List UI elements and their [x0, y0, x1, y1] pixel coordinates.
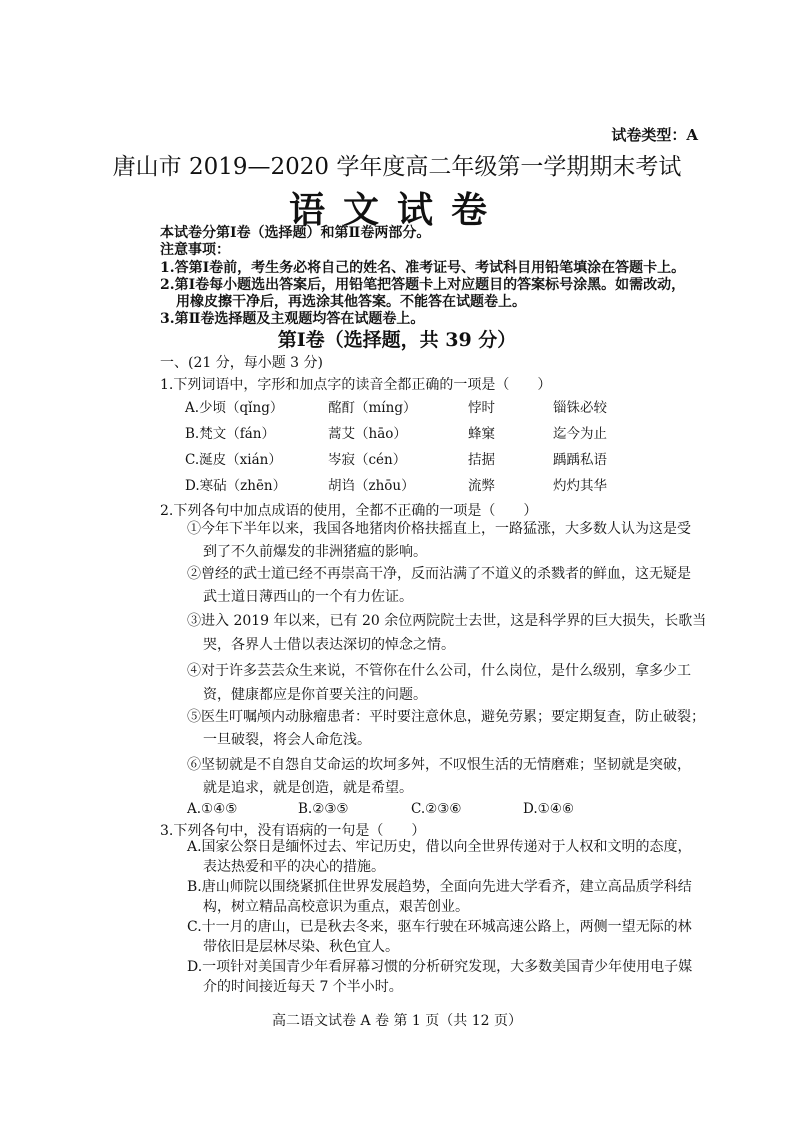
- q1-option-d-word1: D.寒砧（zhēn）: [185, 478, 287, 494]
- question-3-stem: 3.下列各句中，没有语病的一句是（ ）: [160, 823, 426, 839]
- q1-option-c-word2: 岑寂（cén）: [328, 452, 407, 468]
- q3-option-line: 介的时间接近每天 7 个半小时。: [203, 979, 403, 995]
- instructions-heading: 注意事项：: [160, 242, 230, 258]
- question-1-stem: 1.下列词语中，字形和加点字的读音全都正确的一项是（ ）: [160, 377, 552, 393]
- q1-option-c-word1: C.涎皮（xián）: [185, 452, 282, 468]
- q1-option-d-word3: 流弊: [468, 478, 495, 494]
- q1-option-c-word3: 拮据: [468, 452, 495, 468]
- q1-option-d-word4: 灼灼其华: [553, 478, 607, 494]
- q1-option-a-word2: 酩酊（míng）: [328, 400, 417, 416]
- q2-sentence-line: ⑤医生叮嘱颅内动脉瘤患者：平时要注意休息，避免劳累；要定期复查，防止破裂；: [187, 709, 705, 725]
- q2-sentence-line: ⑥坚韧就是不自怨自艾命运的坎坷多舛，不叹恨生活的无情磨难；坚韧就是突破，: [187, 757, 691, 773]
- q1-option-a-word4: 锱铢必较: [553, 400, 607, 416]
- instruction-item: 1.答第Ⅰ卷前，考生务必将自己的姓名、准考证号、考试科目用铅笔填涂在答题卡上。: [160, 260, 686, 276]
- q2-sentence-line: 一旦破裂，将会人命危浅。: [203, 732, 371, 748]
- q2-sentence-line: ④对于许多芸芸众生来说，不管你在什么公司，什么岗位，是什么级别，拿多少工: [187, 663, 691, 679]
- q2-sentence-line: ①今年下半年以来，我国各地猪肉价格扶摇直上，一路猛涨，大多数人认为这是受: [187, 521, 691, 537]
- q2-option-a: A.①④⑤: [187, 801, 238, 817]
- q2-option-b: B.②③⑤: [298, 801, 349, 817]
- subject-title: 语文试卷: [288, 189, 505, 231]
- q1-option-b-word3: 蜂窠: [468, 426, 495, 442]
- q2-sentence-line: 到了不久前爆发的非洲猪瘟的影响。: [203, 544, 427, 560]
- q2-sentence-line: ②曾经的武士道已经不再崇高干净，反而沾满了不道义的杀戮者的鲜血，这无疑是: [187, 566, 691, 582]
- section-title: 第Ⅰ卷（选择题，共 39 分）: [277, 329, 517, 351]
- instruction-item: 2.第Ⅰ卷每小题选出答案后，用铅笔把答题卡上对应题目的答案标号涂黑。如需改动，: [160, 277, 686, 293]
- q2-sentence-line: 武士道日薄西山的一个有力佐证。: [203, 589, 413, 605]
- q2-option-c: C.②③⑥: [411, 801, 462, 817]
- q3-option-line: 带依旧是层林尽染、秋色宜人。: [203, 939, 399, 955]
- q1-option-b-word1: B.梵文（fán）: [185, 426, 275, 442]
- q2-sentence-line: 就是追求，就是创造，就是希望。: [203, 780, 413, 796]
- q1-option-d-word2: 胡诌（zhōu）: [328, 478, 415, 494]
- q1-option-b-word4: 迄今为止: [553, 426, 607, 442]
- instructions-intro: 本试卷分第Ⅰ卷（选择题）和第Ⅱ卷两部分。: [160, 225, 431, 241]
- page-footer: 高二语文试卷 A 卷 第 1 页（共 12 页）: [272, 1013, 522, 1029]
- question-2-stem: 2.下列各句中加点成语的使用，全都不正确的一项是（ ）: [160, 503, 538, 519]
- q3-option-line: D.一项针对美国青少年看屏幕习惯的分析研究发现，大多数美国青少年使用电子媒: [187, 959, 693, 975]
- q2-sentence-line: 哭，各界人士借以表达深切的悼念之情。: [203, 637, 455, 653]
- q2-sentence-line: 资，健康都应是你首要关注的问题。: [203, 687, 427, 703]
- part-heading: 一、(21 分，每小题 3 分): [160, 355, 323, 371]
- q2-option-d: D.①④⑥: [523, 801, 574, 817]
- q1-option-a-word3: 悖时: [468, 400, 495, 416]
- exam-title: 唐山市 2019—2020 学年度高二年级第一学期期末考试: [112, 154, 682, 180]
- q1-option-a-word1: A.少顷（qǐng）: [185, 400, 284, 416]
- q3-option-line: B.唐山师院以围绕紧抓住世界发展趋势，全面向先进大学看齐，建立高品质学科结: [187, 879, 692, 895]
- instruction-item: 3.第Ⅱ卷选择题及主观题均答在试题卷上。: [160, 311, 425, 327]
- instruction-item: 用橡皮擦干净后，再选涂其他答案。不能答在试题卷上。: [176, 294, 526, 310]
- q1-option-b-word2: 蒿艾（hāo）: [328, 426, 407, 442]
- q3-option-line: 表达热爱和平的决心的措施。: [203, 859, 385, 875]
- q1-option-c-word4: 踽踽私语: [553, 452, 607, 468]
- q3-option-line: A.国家公祭日是缅怀过去、牢记历史，借以向全世界传递对于人权和文明的态度，: [187, 839, 692, 855]
- q2-sentence-line: ③进入 2019 年以来，已有 20 余位两院院士去世，这是科学界的巨大损失，长歌当: [187, 613, 707, 629]
- q3-option-line: C.十一月的唐山，已是秋去冬来，驱车行驶在环城高速公路上，两侧一望无际的林: [187, 919, 692, 935]
- paper-type-label: 试卷类型：A: [611, 126, 698, 144]
- q3-option-line: 构，树立精品高校意识为重点，艰苦创业。: [203, 899, 469, 915]
